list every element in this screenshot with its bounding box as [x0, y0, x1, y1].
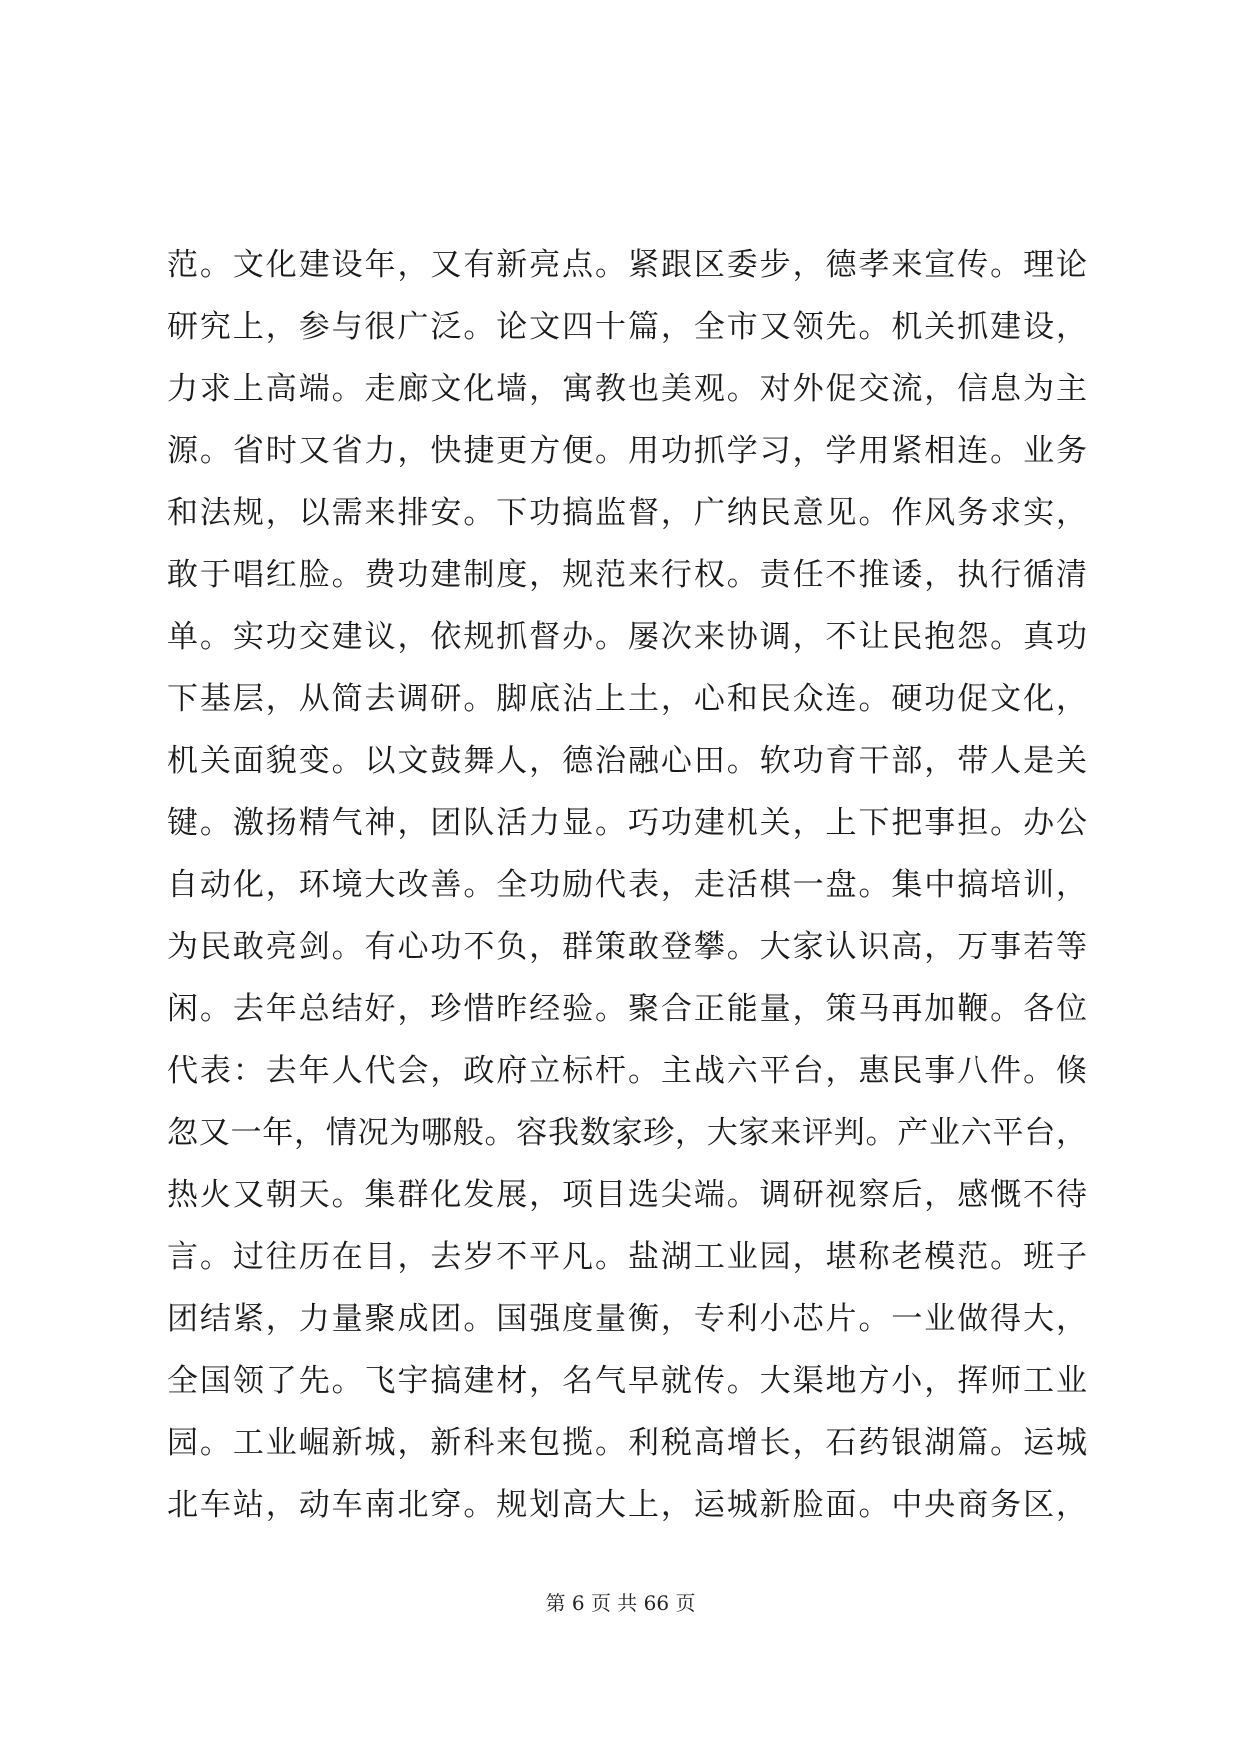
text-line: 团结紧，力量聚成团。国强度量衡，专利小芯片。一业做得大，	[167, 1301, 1087, 1337]
text-line: 机关面貌变。以文鼓舞人，德治融心田。软功育干部，带人是关	[167, 743, 1087, 779]
text-line: 园。工业崛新城，新科来包揽。利税高增长，石药银湖篇。运城	[167, 1425, 1087, 1461]
text-line: 为民敢亮剑。有心功不负，群策敢登攀。大家认识高，万事若等	[167, 929, 1087, 965]
text-line: 北车站，动车南北穿。规划高大上，运城新脸面。中央商务区，	[167, 1487, 1087, 1523]
text-line: 自动化，环境大改善。全功励代表，走活棋一盘。集中搞培训，	[167, 867, 1087, 903]
text-line: 热火又朝天。集群化发展，项目选尖端。调研视察后，感慨不待	[167, 1177, 1087, 1213]
text-line: 范。文化建设年，又有新亮点。紧跟区委步，德孝来宣传。理论	[167, 247, 1087, 283]
text-line: 闲。去年总结好，珍惜昨经验。聚合正能量，策马再加鞭。各位	[167, 991, 1087, 1027]
text-line: 力求上高端。走廊文化墙，寓教也美观。对外促交流，信息为主	[167, 371, 1087, 407]
text-line: 源。省时又省力，快捷更方便。用功抓学习，学用紧相连。业务	[167, 433, 1087, 469]
text-line: 全国领了先。飞宇搞建材，名气早就传。大渠地方小，挥师工业	[167, 1363, 1087, 1399]
text-line: 忽又一年，情况为哪般。容我数家珍，大家来评判。产业六平台，	[167, 1115, 1087, 1151]
text-line: 单。实功交建议，依规抓督办。屡次来协调，不让民抱怨。真功	[167, 619, 1087, 655]
text-line: 代表：去年人代会，政府立标杆。主战六平台，惠民事八件。倏	[167, 1053, 1087, 1089]
text-line: 敢于唱红脸。费功建制度，规范来行权。责任不推诿，执行循清	[167, 557, 1087, 593]
text-line: 研究上，参与很广泛。论文四十篇，全市又领先。机关抓建设，	[167, 309, 1087, 345]
page-number-label: 第 6 页 共 66 页	[545, 1591, 696, 1615]
text-line: 键。激扬精气神，团队活力显。巧功建机关，上下把事担。办公	[167, 805, 1087, 841]
text-line: 和法规，以需来排安。下功搞监督，广纳民意见。作风务求实，	[167, 495, 1087, 531]
page-footer	[0, 1588, 1241, 1618]
body-text	[167, 234, 1087, 1536]
text-line: 下基层，从简去调研。脚底沾上土，心和民众连。硬功促文化，	[167, 681, 1087, 717]
text-line: 言。过往历在目，去岁不平凡。盐湖工业园，堪称老模范。班子	[167, 1239, 1087, 1275]
